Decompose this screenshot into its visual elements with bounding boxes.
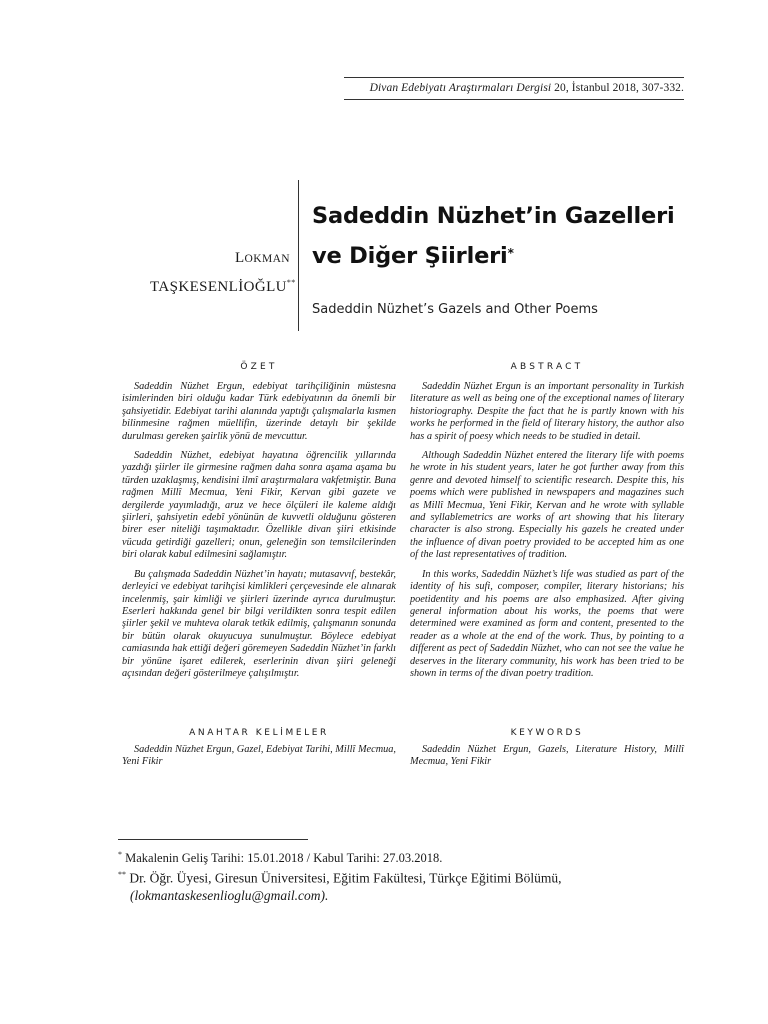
journal-citation [300,82,684,94]
author-first-name: LOKMAN [234,250,290,266]
title-line-2: ve Diğer Şiirleri* [312,243,514,269]
footnote-2-marker: ** [118,870,126,879]
abstract-paragraph: In this works, Sadeddin Nüzhet’s life was studied as part of the identity of his sufi, composer, compiler, literary historians; his poetidentity and his poems are also emphasized. After giving general information about his works, the poems that were determined were examined as form and content, presented to the reader as a whole at the end of the work. Thus, by pointing to a different as pect of Sadeddin Nüzhet, who can not see the value he deserves in the literary community, his work has been tried to be shown in terms of the divan poetry tradition. [410,568,684,679]
footnote-2 [118,866,698,904]
author-block [150,246,296,299]
title-divider [298,180,299,331]
footnote-2-text: Dr. Öğr. Üyesi, Giresun Üniversitesi, Eğitim Fakültesi, Türkçe Eğitimi Bölümü, [129,870,562,886]
article-subtitle: Sadeddin Nüzhet’s Gazels and Other Poems [312,302,598,317]
ozet-column [122,362,396,687]
title-line-1: Sadeddin Nüzhet’in Gazelleri [312,203,675,229]
ozet-keywords-section [122,728,396,776]
ozet-paragraph: Sadeddin Nüzhet Ergun, edebiyat tarihçiliğinin müstesna isimlerinden biri olduğu kadar Türk edebiyatının da önemli bir şahsiyetidir. Edebiyat tarihi alanında yaptığı çalışmalarla kısmen bilinmesine rağmen müellifin, üzerinde detaylı bir şekilde durulması gereken şairlik yönü de mevcuttur. [122,381,396,442]
title-footnote-marker: * [507,246,514,260]
abstract-paragraph: Although Sadeddin Nüzhet entered the literary life with poems he wrote in his student years, later he got further away from this genre and devoted himself to scientific research. Despite this, his poems which were published in newspapers and magazines such as Millî Mecmua, Yeni Fikir, Kervan and he wrote with syllable and syllablemetrics are works of art showing that his literary character is also strong. Especially his gazels he created under the influence of divan poetry provided to be accepted him as one of the last representatives of tradition. [410,450,684,561]
journal-details: 20, İstanbul 2018, 307-332. [551,82,684,94]
footnote-2-email: (lokmantaskesenlioglu@gmail.com). [130,887,329,903]
ozet-paragraph: Bu çalışmada Sadeddin Nüzhet’in hayatı; mutasavvıf, bestekâr, derleyici ve edebiyat tarihçisi kimlikleri çerçevesinde ele alınarak incelenmiş, şair kimliği ve şiirleri üzerinde ayrıca durulmuştur. Eserleri hakkında genel bir bilgi verildikten sonra tespit edilen şiirler şekil ve muhteva olarak tetkik edilmiş, çalışmanın sonunda bir bütün olarak okuyucuya sunulmuştur. Böylece edebiyat camiasında hak ettiği değeri göremeyen Sadeddin Nüzhet’in farklı bir yönüne işaret edilerek, eserlerinin divan şiiri geleneği açısından değeri gösterilmeye çalışılmıştır. [122,568,396,679]
ozet-heading: ÖZET [240,362,278,372]
footnote-1-text: Makalenin Geliş Tarihi: 15.01.2018 / Kabul Tarihi: 27.03.2018. [125,851,443,866]
abstract-keywords-heading: KEYWORDS [510,728,584,738]
abstract-paragraph: Sadeddin Nüzhet Ergun is an important personality in Turkish literature as well as being one of the exceptional names of literary historiography. Despite the fact that he is partly known with his works he performed in the field of literary history, the author also has a spirit of poesy which needs to be studied in detail. [410,381,684,442]
ozet-keywords-heading: ANAHTAR KELİMELER [189,728,329,738]
header-top-rule [344,77,684,78]
footnote-1 [118,846,698,867]
ozet-paragraph: Sadeddin Nüzhet, edebiyat hayatına öğrencilik yıllarında yazdığı şiirler ile girmesine rağmen daha sonra aşama aşama bu türden uzaklaşmış, kendisini ilmî araştırmalara vakfetmiştir. Buna rağmen Millî Mecmua, Yeni Fikir, Kervan gibi gazete ve dergilerde yayımladığı, aruz ve hece ölçüleri ile kaleme aldığı şiirleri, şahsiyetin edebî yönünün de kuvvetli olduğunu gösteren birer eser niteliği taşımaktadır. Özellikle divan şiiri etkisinde vücuda getirdiği gazelleri; onun, geleneğin son temsilcilerinden biri olarak kabul edilmesini sağlamıştır. [122,450,396,561]
footnote-1-marker: * [118,850,122,859]
abstract-keywords-section [410,728,684,776]
abstract-heading: ABSTRACT [510,362,584,372]
author-footnote-marker: ** [286,278,296,287]
abstract-column [410,362,684,687]
journal-name: Divan Edebiyatı Araştırmaları Dergisi [369,82,552,94]
ozet-keywords: Sadeddin Nüzhet Ergun, Gazel, Edebiyat Tarihi, Millî Mecmua, Yeni Fikir [122,744,396,768]
header-bottom-rule [344,99,684,100]
author-last-name: TAŞKESENLİOĞLU** [150,278,296,295]
abstract-keywords: Sadeddin Nüzhet Ergun, Gazels, Literature History, Millî Mecmua, Yeni Fikir [410,744,684,768]
footnote-rule [118,839,308,840]
article-title [312,196,732,276]
